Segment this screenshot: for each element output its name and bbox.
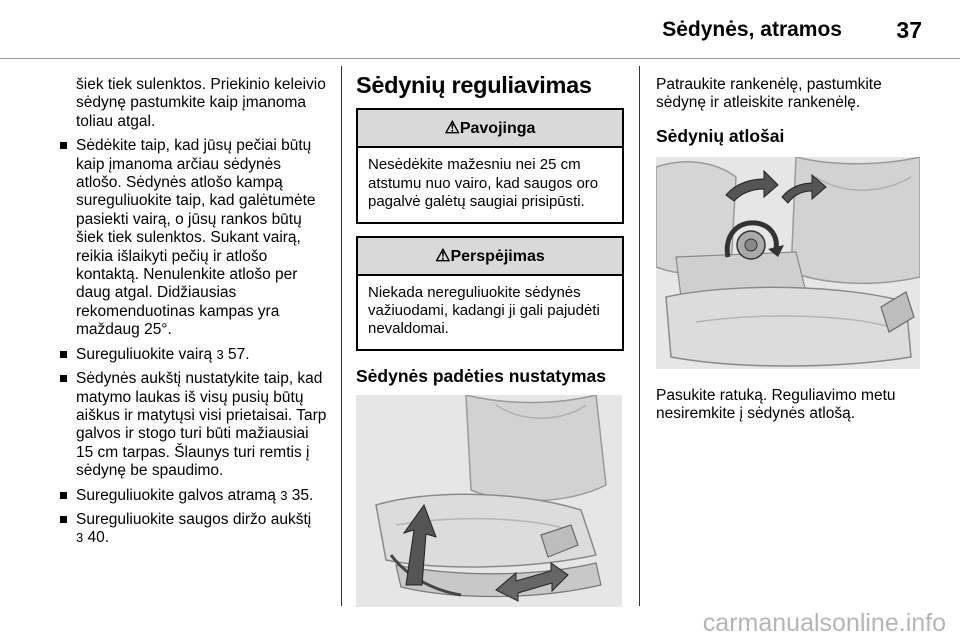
page-number: 37 (896, 17, 922, 43)
warning-triangle-icon: ⚠ (435, 245, 451, 265)
caution-box-header (358, 238, 622, 276)
bullet-icon (60, 492, 67, 499)
section-title: Sėdynių reguliavimas (356, 72, 592, 98)
cross-reference-page[interactable]: 35. (291, 486, 314, 504)
list-item-text: Sureguliuokite vairą (76, 345, 213, 363)
subsection-title-backrests: Sėdynių atlošai (656, 125, 785, 146)
column-1 (58, 76, 330, 554)
cross-reference-page[interactable]: 40. (87, 529, 110, 547)
caution-label: Perspėjimas (450, 247, 545, 265)
page-header (0, 0, 960, 58)
cross-reference-page[interactable]: 57. (228, 345, 250, 363)
cross-reference-icon: 3 (280, 487, 288, 503)
danger-box (356, 108, 624, 223)
column-2 (356, 72, 624, 613)
backrest-illustration (656, 157, 920, 369)
bullet-icon (60, 375, 67, 382)
intro-text: Patraukite rankenėlę, pastumkite sėdynę ir atleiskite rankenėlę. (656, 76, 882, 112)
list-item (58, 511, 330, 548)
list-item-text: Sureguliuokite galvos atramą (76, 486, 276, 504)
bullet-icon (60, 142, 67, 149)
figure-caption: Pasukite ratuką. Reguliavimo metu nesiremkite į sėdynės atlošą. (656, 386, 896, 423)
list-item-text: Sureguliuokite saugos diržo aukštį (76, 510, 312, 528)
header-title: Sėdynės, atramos (662, 18, 842, 41)
cross-reference-icon: 3 (76, 530, 84, 546)
intro-text: šiek tiek sulenktos. Priekinio keleivio sėdynę pastumkite kaip įmanoma toliau atgal. (76, 76, 326, 130)
bullet-icon (60, 516, 67, 523)
list-item (58, 370, 330, 480)
cross-reference-icon: 3 (216, 346, 224, 362)
column-divider-2 (639, 66, 640, 606)
subsection-title-seat-position: Sėdynės padėties nustatymas (356, 365, 606, 386)
column-divider-1 (341, 66, 342, 606)
caution-text: Niekada nereguliuokite sėdynės važiuodami, kadangi ji gali pajudėti nevaldomai. (368, 283, 600, 338)
list-item (58, 346, 330, 364)
danger-box-header (358, 110, 622, 148)
column-3 (656, 76, 924, 429)
caution-box (356, 236, 624, 351)
danger-text: Nesėdėkite mažesniu nei 25 cm atstumu nuo vairo, kad saugos oro pagalvė galėtų saugiai prisipūsti. (368, 156, 599, 211)
list-item-text: Sėdynės aukštį nustatykite taip, kad matymo laukas iš visų pusių būtų aiškus ir matytųsi visi prietaisai. Tarp galvos ir stogo turi būti mažiausiai 15 cm tarpas. Šlaunys turi remtis į sėdynę be spaudimo. (76, 370, 327, 480)
list-item (58, 137, 330, 339)
list-item-text: Sėdėkite taip, kad jūsų pečiai būtų kaip įmanoma arčiau sėdynės atlošo. Sėdynės atlošo kampą sureguliuokite taip, kad galėtumėte pasiekti vairą, o jūsų rankos būtų šiek tiek sulenktos. Sukant vairą, reikia išlaikyti pečių ir atlošo kontaktą. Nenulenkite atlošo per daug atgal. Didžiausias rekomenduotinas kampas yra maždaug 25°. (76, 137, 316, 339)
bullet-icon (60, 351, 67, 358)
list-item (58, 487, 330, 505)
danger-label: Pavojinga (459, 120, 536, 138)
warning-triangle-icon: ⚠ (444, 118, 460, 138)
seat-position-illustration (356, 395, 622, 607)
watermark: carmanualsonline.info (702, 609, 946, 637)
header-rule (0, 58, 960, 59)
